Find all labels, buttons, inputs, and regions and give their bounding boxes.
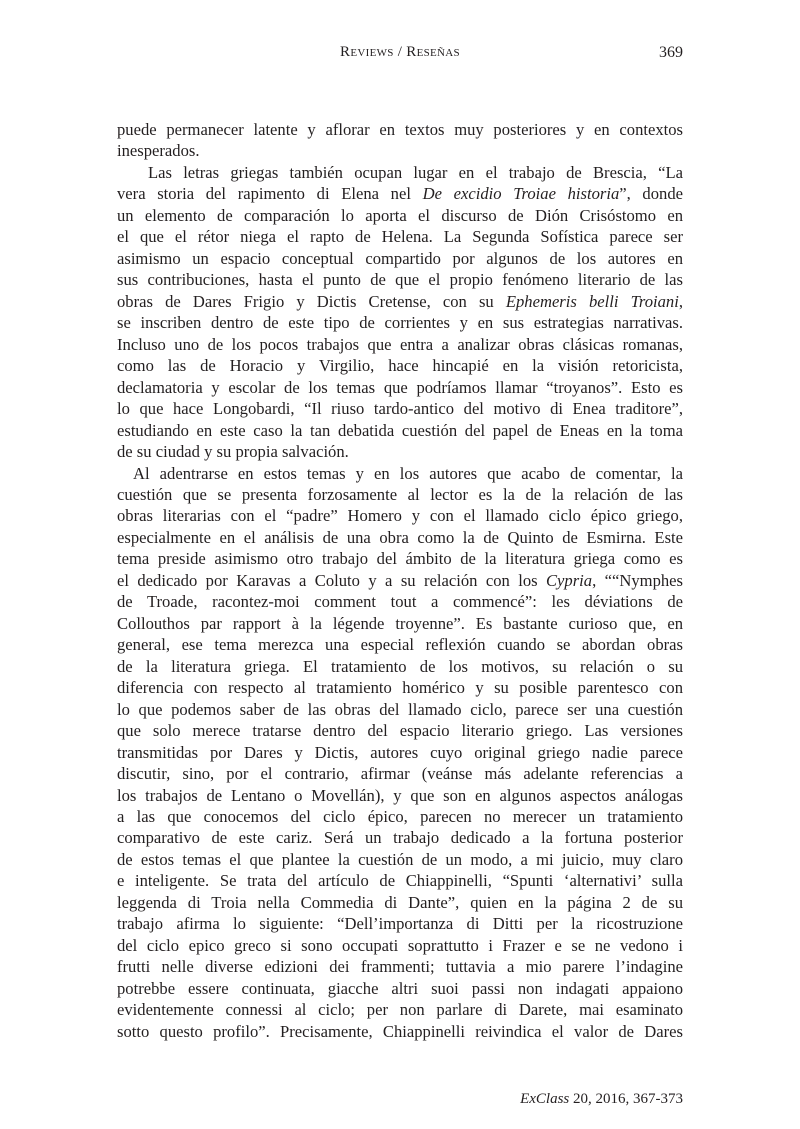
text-line	[117, 398, 683, 419]
text-segment: asimismo un espacio conceptual compartido por algunos de los autores en	[117, 248, 683, 268]
text-line	[117, 699, 683, 720]
paragraph	[117, 162, 683, 463]
text-segment: obras literarias con el “padre” Homero y con el llamado ciclo épico griego,	[117, 506, 683, 526]
text-segment: lo que podemos saber de las obras del llamado ciclo, parece ser una cuestión	[117, 699, 683, 719]
italic-title: Cypria	[545, 570, 593, 590]
text-line	[117, 935, 683, 956]
text-line	[117, 742, 683, 763]
text-line	[117, 484, 683, 505]
text-segment: de su ciudad y su propia salvación.	[117, 442, 349, 462]
text-line	[117, 999, 683, 1020]
text-segment: como las de Horacio y Virgilio, hace hincapié en la visión retoricista,	[117, 356, 683, 376]
paragraph	[117, 463, 683, 1043]
text-segment: de estos temas el que plantee la cuestión de un modo, a mi juicio, muy claro	[117, 849, 683, 869]
text-line	[117, 334, 683, 355]
text-line	[117, 634, 683, 655]
text-segment: tema preside asimismo otro trabajo del ámbito de la literatura griega como es	[117, 549, 683, 569]
paragraph	[117, 119, 683, 162]
text-line	[117, 312, 683, 333]
text-line	[117, 591, 683, 612]
text-segment: comparativo de este cariz. Será un trabajo dedicado a la fortuna posterior	[117, 828, 683, 848]
text-line	[117, 892, 683, 913]
text-segment: evidentemente connessi al ciclo; per non parlare di Darete, mai esaminato	[117, 1000, 683, 1020]
text-segment: vera storia del rapimento di Elena nel	[117, 184, 423, 204]
text-segment: el dedicado por Karavas a Coluto y a su relación con los	[117, 570, 546, 590]
body-text	[117, 119, 683, 1042]
text-line	[117, 570, 683, 591]
text-line	[117, 870, 683, 891]
text-segment: trabajo afirma lo siguiente: “Dell’importanza di Ditti per la ricostruzione	[117, 914, 683, 934]
text-segment: que solo merece tratarse dentro del espacio literario griego. Las versiones	[117, 721, 683, 741]
text-segment: Las letras griegas también ocupan lugar en el trabajo de Brescia, “La	[148, 162, 683, 182]
text-segment: de la literatura griega. El tratamiento de los motivos, su relación o su	[117, 656, 683, 676]
text-line	[117, 656, 683, 677]
text-line	[117, 956, 683, 977]
text-segment: potrebbe essere continuata, giacche altri suoi passi non indagati appaiono	[117, 978, 683, 998]
journal-name: ExClass	[520, 1091, 570, 1107]
text-line	[117, 785, 683, 806]
text-segment: los trabajos de Lentano o Movellán), y que son en algunos aspectos análogas	[117, 785, 683, 805]
text-line	[117, 377, 683, 398]
text-segment: diferencia con respecto al tratamiento homérico y su posible parentesco con	[117, 678, 683, 698]
text-line	[117, 527, 683, 548]
citation-details: 20, 2016, 367-373	[569, 1091, 683, 1107]
text-segment: transmitidas por Dares y Dictis, autores cuyo original griego nadie parece	[117, 742, 683, 762]
text-line	[117, 291, 683, 312]
text-line	[117, 420, 683, 441]
text-segment: Al adentrarse en estos temas y en los autores que acabo de comentar, la	[133, 463, 683, 483]
text-segment: a las que conocemos del ciclo épico, parecen no merecer un tratamiento	[117, 807, 683, 826]
text-line	[117, 677, 683, 698]
text-line	[117, 827, 683, 848]
text-segment: declamatoria y escolar de los temas que podríamos llamar “troyanos”. Esto es	[117, 377, 683, 397]
text-segment: Incluso uno de los pocos trabajos que entra a analizar obras clásicas romanas,	[117, 334, 683, 354]
text-segment: especialmente en el análisis de una obra como la de Quinto de Esmirna. Este	[117, 527, 683, 547]
page-number: 369	[659, 44, 683, 61]
text-segment: inesperados.	[117, 141, 200, 161]
text-segment: ,	[678, 291, 683, 311]
running-head: Reviews / Reseñas	[340, 44, 460, 60]
text-line	[117, 613, 683, 634]
text-line	[117, 913, 683, 934]
text-line	[117, 978, 683, 999]
text-line	[117, 140, 683, 161]
italic-title: Ephemeris belli Troiani	[505, 291, 679, 311]
text-segment: cuestión que se presenta forzosamente al lector es la de la relación de las	[117, 484, 683, 504]
text-segment: puede permanecer latente y aflorar en textos muy posteriores y en contextos	[117, 120, 683, 139]
footer-citation	[520, 1091, 683, 1108]
text-line	[117, 162, 683, 183]
text-segment: estudiando en este caso la tan debatida cuestión del papel de Eneas en la toma	[117, 420, 683, 440]
text-line	[117, 505, 683, 526]
text-segment: ”, donde	[619, 184, 683, 204]
text-segment: general, ese tema merezca una especial reflexión cuando se abordan obras	[117, 635, 683, 655]
text-segment: obras de Dares Frigio y Dictis Cretense, con su	[117, 291, 506, 311]
text-segment: leggenda di Troia nella Commedia di Dante”, quien en la página 2 de su	[117, 892, 683, 912]
text-line	[117, 1021, 683, 1042]
text-segment: de Troade, racontez-moi comment tout a commencé”: les déviations de	[117, 592, 683, 612]
text-line	[117, 205, 683, 226]
text-segment: frutti nelle diverse edizioni dei frammenti; tuttavia a mio parere l’indagine	[117, 957, 683, 977]
text-segment: discutir, sino, por el contrario, afirmar (veánse más adelante referencias a	[117, 764, 683, 784]
text-segment: el que el rétor niega el rapto de Helena. La Segunda Sofística parece ser	[117, 227, 683, 247]
text-line	[117, 806, 683, 827]
text-line	[117, 763, 683, 784]
text-line	[117, 463, 683, 484]
text-line	[117, 119, 683, 140]
text-segment: e inteligente. Se trata del artículo de Chiappinelli, “Spunti ‘alternativi’ sulla	[117, 871, 683, 891]
italic-title: De excidio Troiae historia	[422, 184, 620, 204]
text-segment: del ciclo epico greco si sono occupati soprattutto i Frazer e se ne vedono i	[117, 935, 683, 955]
text-line	[117, 720, 683, 741]
text-line	[117, 269, 683, 290]
text-segment: sus contribuciones, hasta el punto de que el propio fenómeno literario de las	[117, 270, 683, 290]
text-segment: un elemento de comparación lo aporta el discurso de Dión Crisóstomo en	[117, 205, 683, 225]
text-segment: lo que hace Longobardi, “Il riuso tardo-antico del motivo di Enea traditore”,	[117, 399, 683, 419]
text-line	[117, 226, 683, 247]
text-line	[117, 355, 683, 376]
text-line	[117, 548, 683, 569]
text-segment: Collouthos par rapport à la légende troyenne”. Es bastante curioso que, en	[117, 613, 683, 633]
text-line	[117, 441, 683, 462]
text-segment: se inscriben dentro de este tipo de corrientes y en sus estrategias narrativas.	[117, 313, 683, 333]
text-line	[117, 849, 683, 870]
text-line	[117, 183, 683, 204]
text-segment: sotto questo profilo”. Precisamente, Chiappinelli reivindica el valor de Dares	[117, 1021, 683, 1041]
text-segment: , ““Nymphes	[592, 570, 683, 590]
text-line	[117, 248, 683, 269]
